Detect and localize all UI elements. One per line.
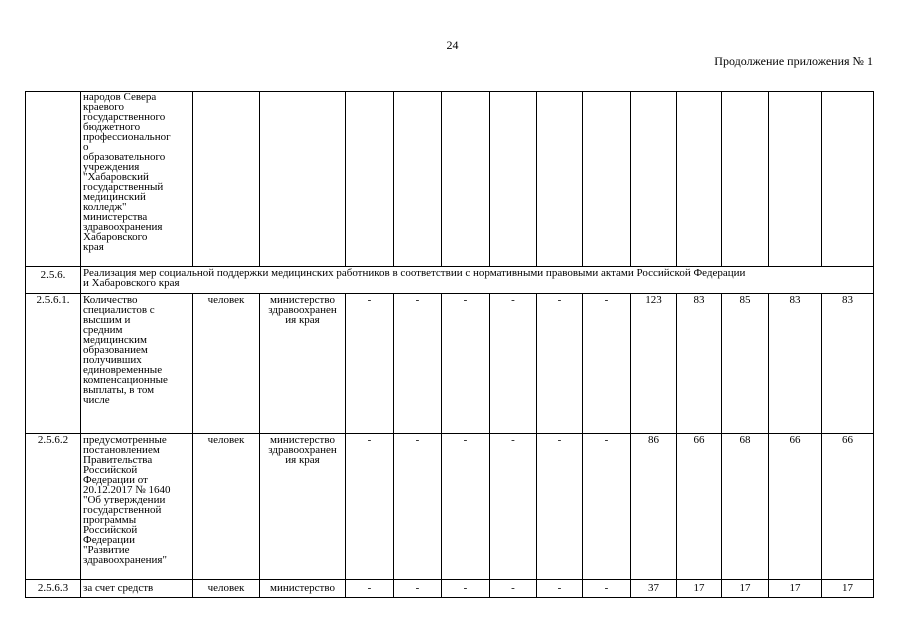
name-line: медицинский [83, 191, 146, 203]
value-cell: - [442, 580, 490, 598]
row-number: 2.5.6.3 [26, 580, 81, 598]
name-line: колледж" [83, 201, 127, 213]
name-line: "Развитие [83, 544, 130, 556]
name-line: профессиональног [83, 131, 171, 143]
name-line: образовательного [83, 151, 166, 163]
executor-cell [260, 434, 346, 580]
name-line: средним [83, 324, 123, 336]
section-number: 2.5.6. [26, 267, 81, 294]
name-line: специалистов с [83, 304, 155, 316]
section-row [26, 267, 874, 294]
value-cell: - [583, 294, 631, 434]
name-line: краевого [83, 101, 124, 113]
value-cell: - [490, 580, 537, 598]
empty-cell [260, 92, 346, 267]
name-cell [81, 434, 193, 580]
value-cell: - [490, 434, 537, 580]
name-line: выплаты, в том [83, 384, 155, 396]
name-line: здравоохранения [83, 221, 163, 233]
name-line: бюджетного [83, 121, 141, 133]
empty-cell [442, 92, 490, 267]
empty-cell [490, 92, 537, 267]
value-cell: - [490, 294, 537, 434]
continuation-note: Продолжение приложения № 1 [714, 54, 873, 68]
value-cell: - [346, 580, 394, 598]
unit-cell: человек [193, 580, 260, 598]
name-line: Российской [83, 464, 138, 476]
value-cell: - [346, 434, 394, 580]
value-cell: 86 [631, 434, 677, 580]
name-line: народов Севера [83, 91, 157, 103]
value-cell: - [394, 294, 442, 434]
page-number: 24 [446, 38, 459, 52]
empty-cell [394, 92, 442, 267]
name-line: государственный [83, 181, 164, 193]
name-line: Федерации [83, 534, 135, 546]
empty-cell [346, 92, 394, 267]
value-cell: - [537, 294, 583, 434]
empty-cell [631, 92, 677, 267]
value-cell: 68 [722, 434, 769, 580]
value-cell: 83 [677, 294, 722, 434]
empty-cell [822, 92, 874, 267]
name-cell [81, 92, 193, 267]
name-cell [81, 580, 193, 598]
name-line: единовременные [83, 364, 163, 376]
number-cell [26, 92, 81, 267]
executor-line: министерство [269, 582, 335, 594]
row-number: 2.5.6.2 [26, 434, 81, 580]
name-line: "Об утверждении [83, 494, 166, 506]
name-line: предусмотренные [83, 434, 167, 446]
name-line: числе [83, 394, 110, 406]
name-line: за счет средств [83, 582, 154, 594]
name-line: учреждения [83, 161, 140, 173]
program-table [25, 91, 874, 598]
value-cell: - [537, 580, 583, 598]
name-line: компенсационные [83, 374, 168, 386]
value-cell: 17 [822, 580, 874, 598]
value-cell: 83 [822, 294, 874, 434]
name-line: высшим и [83, 314, 131, 326]
name-line: государственной [83, 504, 162, 516]
value-cell: - [583, 580, 631, 598]
name-line: Хабаровского [83, 231, 148, 243]
name-line: государственного [83, 111, 166, 123]
value-cell: 66 [677, 434, 722, 580]
value-cell: - [442, 294, 490, 434]
value-cell: 66 [769, 434, 822, 580]
executor-cell [260, 580, 346, 598]
value-cell: 37 [631, 580, 677, 598]
executor-line: ия края [285, 314, 320, 326]
section-line: и Хабаровского края [83, 277, 180, 289]
table-row-continued [26, 92, 874, 267]
row-number: 2.5.6.1. [26, 294, 81, 434]
name-line: Российской [83, 524, 138, 536]
name-line: постановлением [83, 444, 160, 456]
empty-cell [722, 92, 769, 267]
value-cell: 123 [631, 294, 677, 434]
executor-cell [260, 294, 346, 434]
unit-cell: человек [193, 434, 260, 580]
section-title [81, 267, 874, 294]
name-line: края [83, 241, 104, 253]
value-cell: - [346, 294, 394, 434]
table-row [26, 580, 874, 598]
value-cell: 17 [677, 580, 722, 598]
value-cell: - [394, 434, 442, 580]
name-line: медицинским [83, 334, 147, 346]
executor-line: министерство [269, 294, 335, 306]
name-line: получивших [83, 354, 142, 366]
value-cell: - [442, 434, 490, 580]
value-cell: 85 [722, 294, 769, 434]
name-line: министерства [83, 211, 148, 223]
name-cell [81, 294, 193, 434]
value-cell: - [394, 580, 442, 598]
value-cell: - [583, 434, 631, 580]
value-cell: 66 [822, 434, 874, 580]
table-row [26, 294, 874, 434]
name-line: программы [83, 514, 137, 526]
executor-line: здравоохранен [268, 444, 337, 456]
executor-line: ия края [285, 454, 320, 466]
empty-cell [193, 92, 260, 267]
name-line: Правительства [83, 454, 153, 466]
empty-cell [677, 92, 722, 267]
name-line: о [83, 141, 89, 153]
unit-cell: человек [193, 294, 260, 434]
executor-line: здравоохранен [268, 304, 337, 316]
name-line: здравоохранения" [83, 554, 167, 566]
name-line: Федерации от [83, 474, 148, 486]
value-cell: - [537, 434, 583, 580]
empty-cell [537, 92, 583, 267]
name-line: образованием [83, 344, 148, 356]
name-line: "Хабаровский [83, 171, 149, 183]
empty-cell [583, 92, 631, 267]
name-line: Количество [83, 294, 138, 306]
value-cell: 83 [769, 294, 822, 434]
executor-line: министерство [269, 434, 335, 446]
value-cell: 17 [769, 580, 822, 598]
name-line: 20.12.2017 № 1640 [83, 484, 171, 496]
empty-cell [769, 92, 822, 267]
section-line: Реализация мер социальной поддержки медицинских работников в соответствии с нормативными правовыми актами Российской Федерации [83, 267, 746, 279]
table-row [26, 434, 874, 580]
value-cell: 17 [722, 580, 769, 598]
